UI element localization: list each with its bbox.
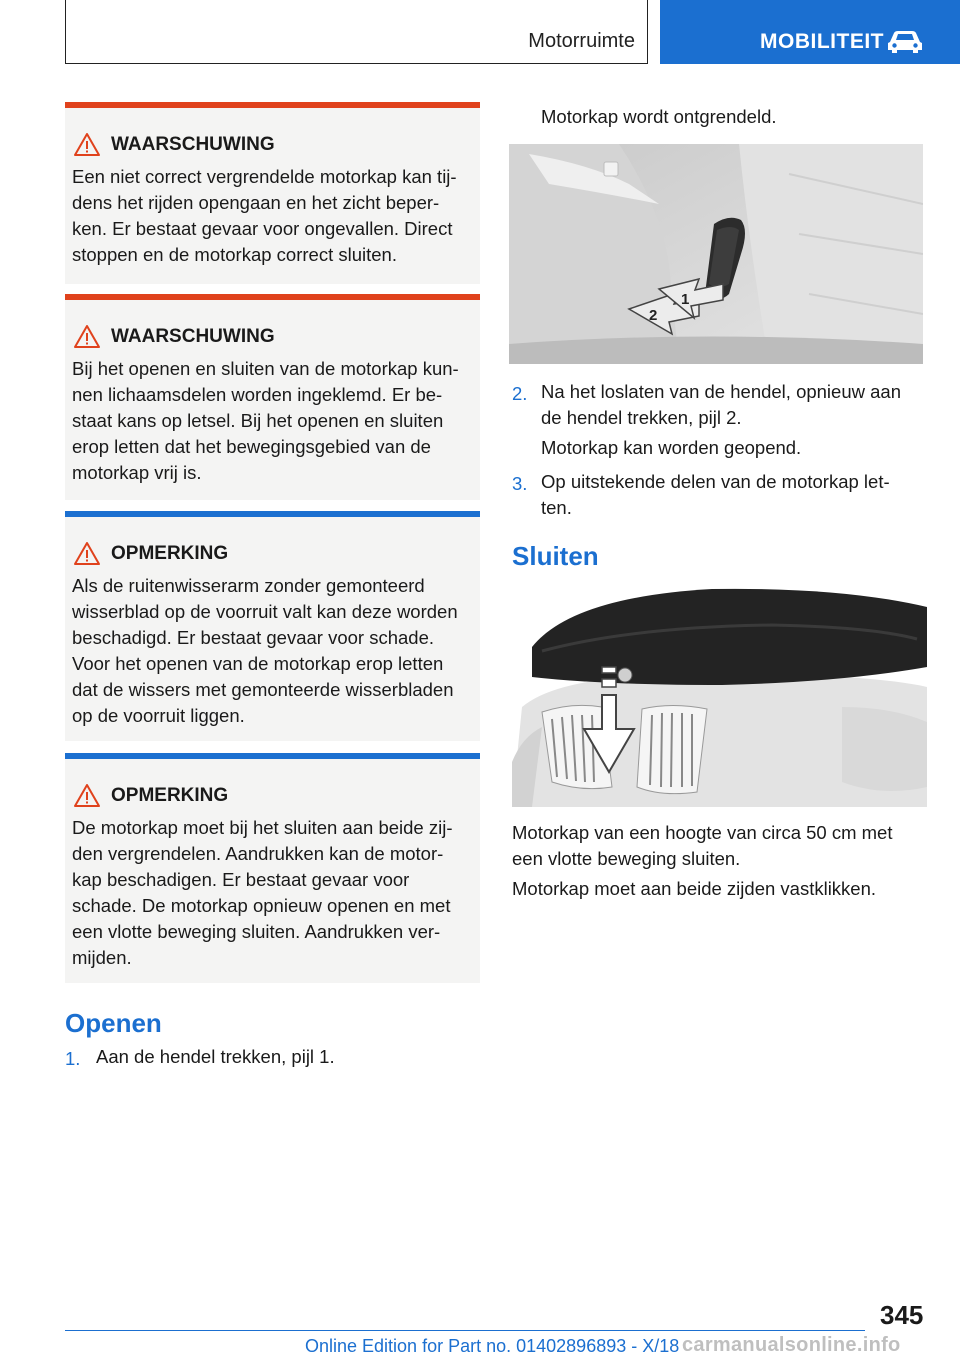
car-icon bbox=[886, 28, 924, 54]
notice-text: Als de ruitenwisserarm zonder gemonteerd wisserblad op de voorruit valt kan deze worden beschadigd. Er bestaat gevaar voor schade. Voor het openen van de motorkap erop letten dat de wissers met gemonteerde wisserbladen op de voorruit liggen. bbox=[72, 575, 458, 726]
warning-box-1 bbox=[65, 102, 480, 284]
warning-box-2 bbox=[65, 294, 480, 500]
step-number: 3. bbox=[512, 473, 528, 494]
warning-triangle-icon bbox=[73, 132, 101, 158]
close-hood-image bbox=[512, 587, 927, 807]
chapter-title: MOBILITEIT bbox=[760, 30, 884, 53]
sluiten-heading: Sluiten bbox=[512, 541, 599, 571]
notice-title: OPMERKING bbox=[111, 543, 229, 564]
footer-rule bbox=[65, 1330, 865, 1331]
notice-text: De motorkap moet bij het sluiten aan beide zij- den vergrendelen. Aandrukken kan de motor- kap beschadigen. Er bestaat gevaar voor schade. De motorkap opnieuw openen en met een vlotte beweging sluiten. Aandrukken ver- mijden. bbox=[72, 817, 453, 968]
warning-title: WAARSCHUWING bbox=[111, 326, 275, 347]
edition-text: Online Edition for Part no. 01402896893 - X/18 bbox=[305, 1336, 680, 1356]
notice-title: OPMERKING bbox=[111, 785, 229, 806]
step-number: 2. bbox=[512, 383, 528, 404]
arrow-label-1: 1 bbox=[681, 291, 690, 308]
warning-title: WAARSCHUWING bbox=[111, 134, 275, 155]
section-title: Motorruimte bbox=[528, 30, 635, 52]
warning-text: Bij het openen en sluiten van de motorkap kun- nen lichaamsdelen worden ingeklemd. Er be- staat kans op letsel. Bij het openen en sluiten erop letten dat het bewegingsgebied van de motorkap vrij is. bbox=[72, 358, 459, 483]
step-text: Na het loslaten van de hendel, opnieuw aan de hendel trekken, pijl 2. bbox=[541, 381, 901, 428]
notice-triangle-icon bbox=[73, 783, 101, 809]
openen-heading: Openen bbox=[65, 1008, 162, 1038]
page-number: 345 bbox=[880, 1300, 924, 1330]
notice-box-2 bbox=[65, 753, 480, 983]
warning-triangle-icon bbox=[73, 324, 101, 350]
header-section-box bbox=[65, 0, 648, 64]
step-text: Op uitstekende delen van de motorkap let- ten. bbox=[541, 471, 890, 518]
hood-release-lever-image bbox=[509, 144, 923, 364]
arrow-label-2: 2 bbox=[649, 307, 658, 324]
notice-triangle-icon bbox=[73, 541, 101, 567]
step-result: Motorkap kan worden geopend. bbox=[541, 437, 802, 458]
step-text: Aan de hendel trekken, pijl 1. bbox=[96, 1046, 335, 1067]
notice-box-1 bbox=[65, 511, 480, 741]
sluiten-paragraph-2: Motorkap moet aan beide zijden vastklikken. bbox=[512, 878, 877, 899]
step-result: Motorkap wordt ontgrendeld. bbox=[541, 106, 777, 127]
sluiten-paragraph-1: Motorkap van een hoogte van circa 50 cm met een vlotte beweging sluiten. bbox=[512, 822, 893, 869]
watermark: carmanualsonline.info bbox=[682, 1334, 901, 1356]
step-number: 1. bbox=[65, 1048, 81, 1069]
warning-text: Een niet correct vergrendelde motorkap kan tij- dens het rijden opengaan en het zicht beper- ken. Er bestaat gevaar voor ongevallen. Direct stoppen en de motorkap correct sluiten. bbox=[72, 166, 457, 265]
